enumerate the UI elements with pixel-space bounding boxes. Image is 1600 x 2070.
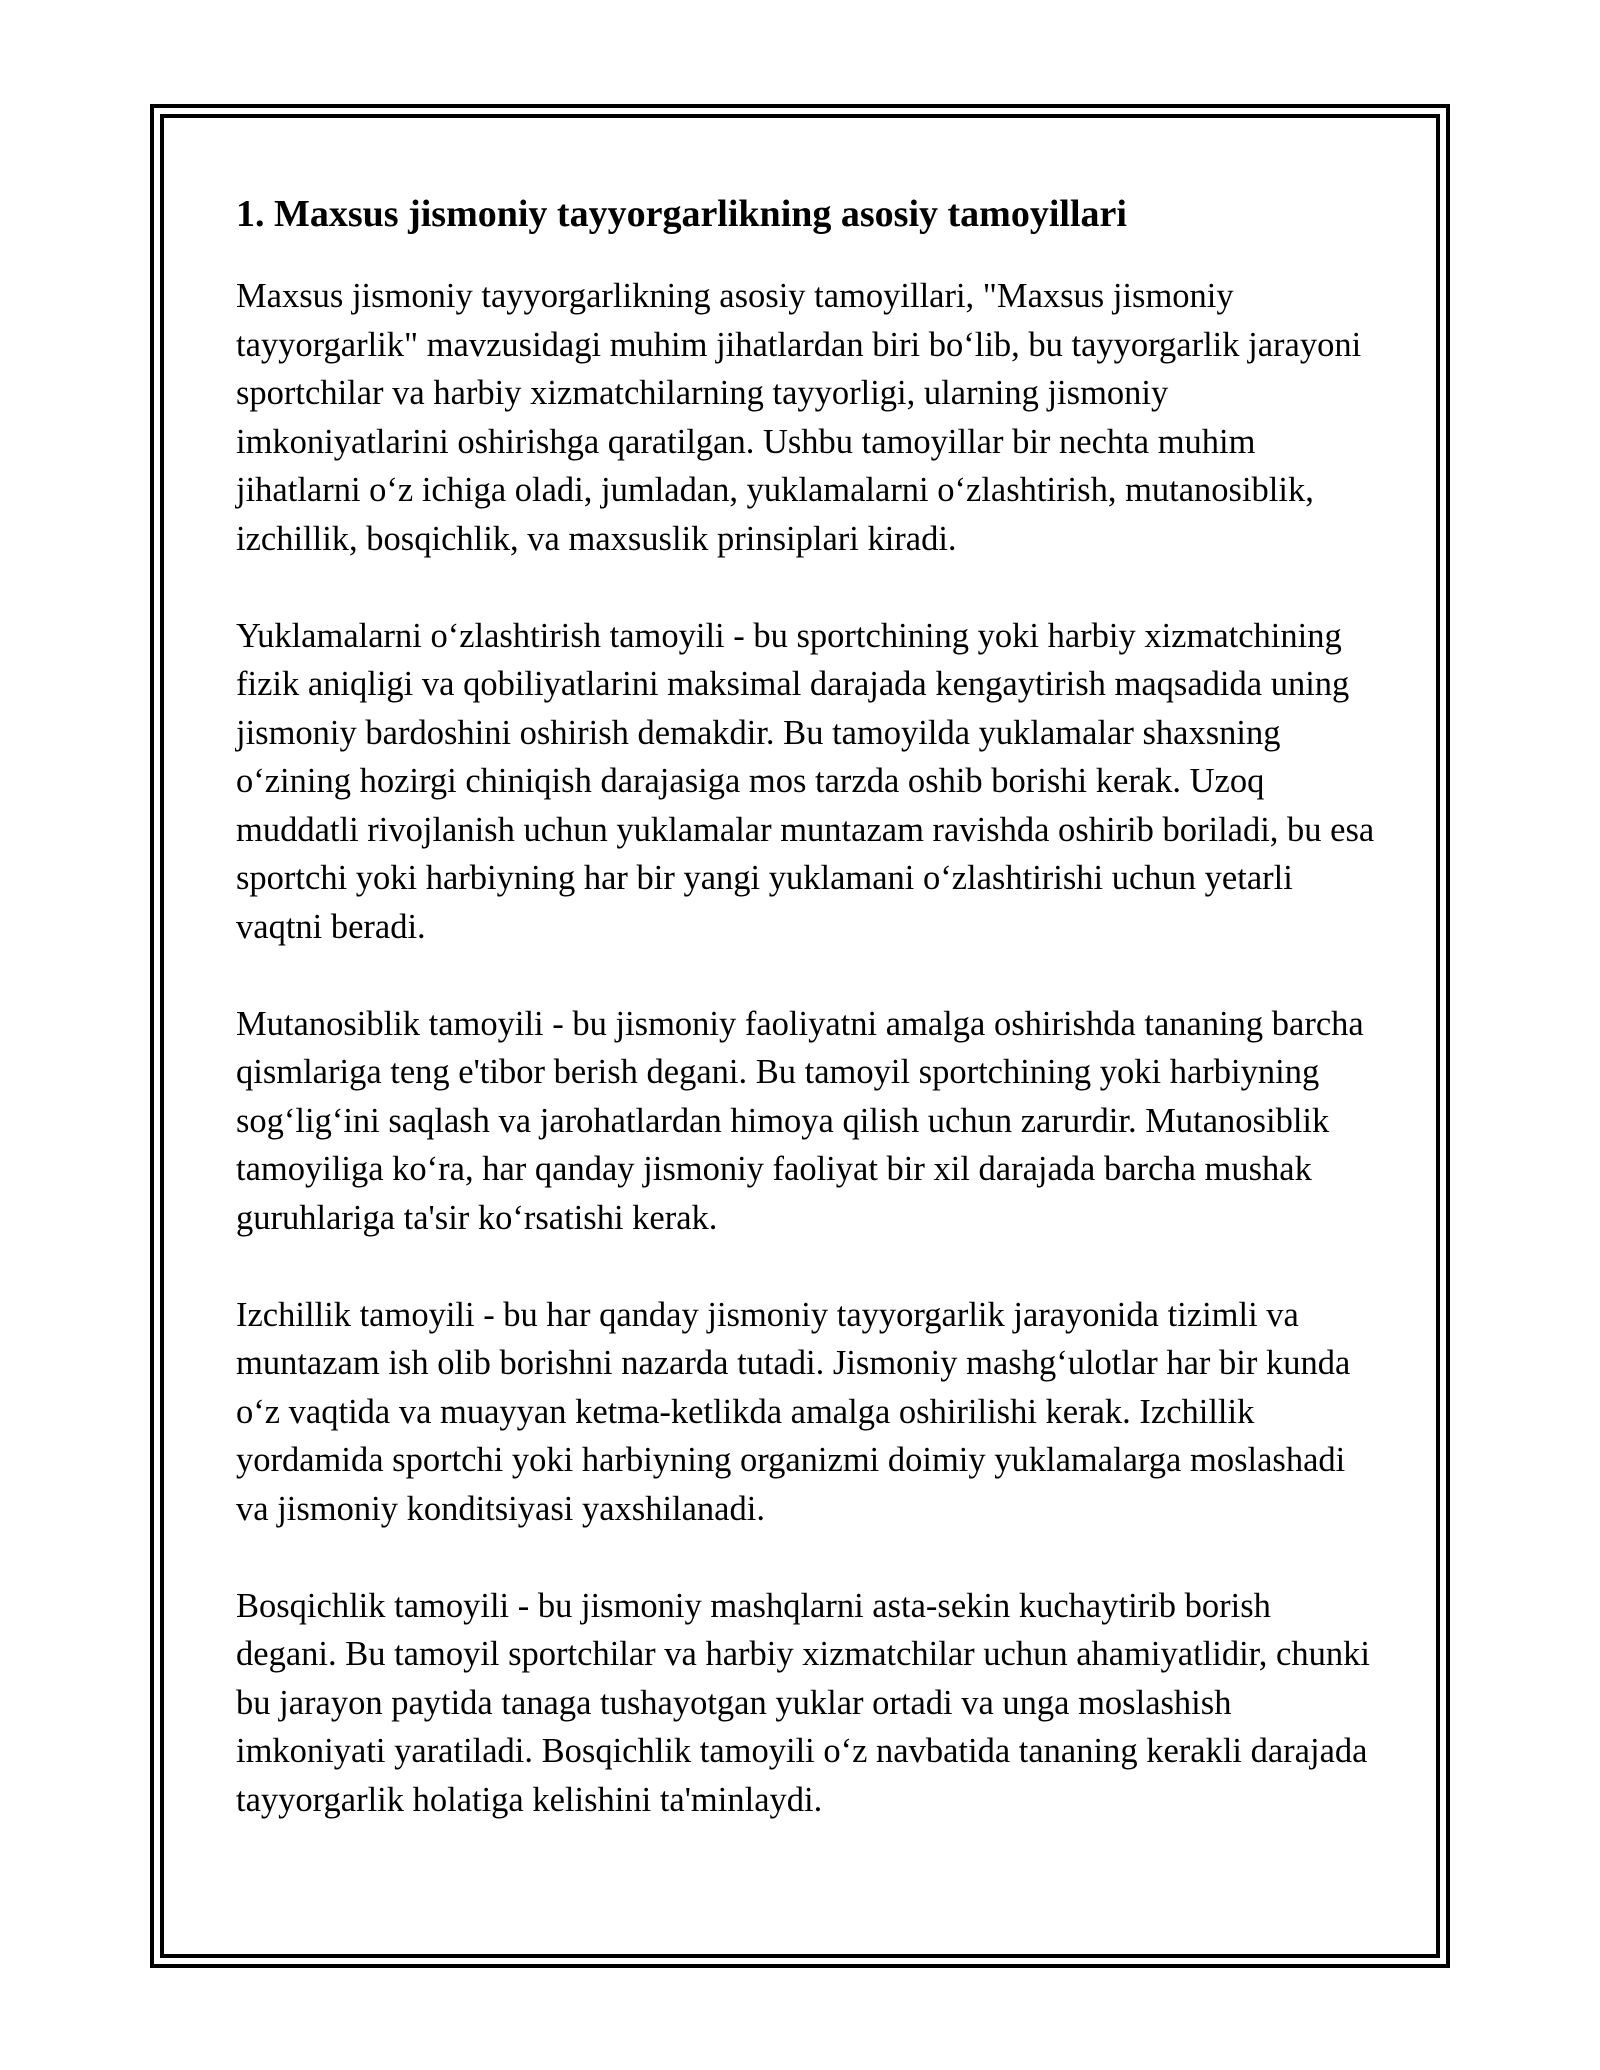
paragraph-proportionality-principle: Mutanosiblik tamoyili - bu jismoniy faoliyatni amalga oshirishda tananing barcha qismlariga teng e'tibor berish degani. Bu tamoyil sportchining yoki harbiyning sog‘lig‘ini saqlash va jarohatlardan himoya qilish uchun zarurdir. Mutanosiblik tamoyiliga ko‘ra, har qanday jismoniy faoliyat bir xil darajada barcha mushak guruhlariga ta'sir ko‘rsatishi kerak. [236, 1004, 1364, 1237]
paragraph-intro: Maxsus jismoniy tayyorgarlikning asosiy tamoyillari, "Maxsus jismoniy tayyorgarlik" mavzusidagi muhim jihatlardan biri bo‘lib, bu tayyorgarlik jarayoni sportchilar va harbiy xizmatchilarning tayyorligi, ularning jismoniy imkoniyatlarini oshirishga qaratilgan. Ushbu tamoyillar bir nechta muhim jihatlarni o‘z ichiga oladi, jumladan, yuklamalarni o‘zlashtirish, mutanosiblik, izchillik, bosqichlik, va maxsuslik prinsiplari kiradi. [236, 277, 1362, 558]
section-heading: 1. Maxsus jismoniy tayyorgarlikning asosiy tamoyillari [236, 193, 1127, 235]
paragraph-gradualness-principle: Bosqichlik tamoyili - bu jismoniy mashqlarni asta-sekin kuchaytirib borish degani. Bu tamoyil sportchilar va harbiy xizmatchilar uchun ahamiyatlidir, chunki bu jarayon paytida tanaga tushayotgan yuklar ortadi va unga moslashish imkoniyati yaratiladi. Bosqichlik tamoyili o‘z navbatida tananing kerakli darajada tayyorgarlik holatiga kelishini ta'minlaydi. [236, 1586, 1370, 1819]
paragraph-load-principle: Yuklamalarni o‘zlashtirish tamoyili - bu sportchining yoki harbiy xizmatchining fizik aniqligi va qobiliyatlarini maksimal darajada kengaytirish maqsadida uning jismoniy bardoshini oshirish demakdir. Bu tamoyilda yuklamalar shaxsning o‘zining hozirgi chiniqish darajasiga mos tarzda oshib borishi kerak. Uzoq muddatli rivojlanish uchun yuklamalar muntazam ravishda oshirib boriladi, bu esa sportchi yoki harbiyning har bir yangi yuklamani o‘zlashtirishi uchun yetarli vaqtni beradi. [236, 616, 1375, 946]
document-body [236, 186, 1376, 1873]
paragraph-consistency-principle: Izchillik tamoyili - bu har qanday jismoniy tayyorgarlik jarayonida tizimli va muntazam ish olib borishni nazarda tutadi. Jismoniy mashg‘ulotlar har bir kunda o‘z vaqtida va muayyan ketma-ketlikda amalga oshirilishi kerak. Izchillik yordamida sportchi yoki harbiyning organizmi doimiy yuklamalarga moslashadi va jismoniy konditsiyasi yaxshilanadi. [236, 1295, 1351, 1528]
